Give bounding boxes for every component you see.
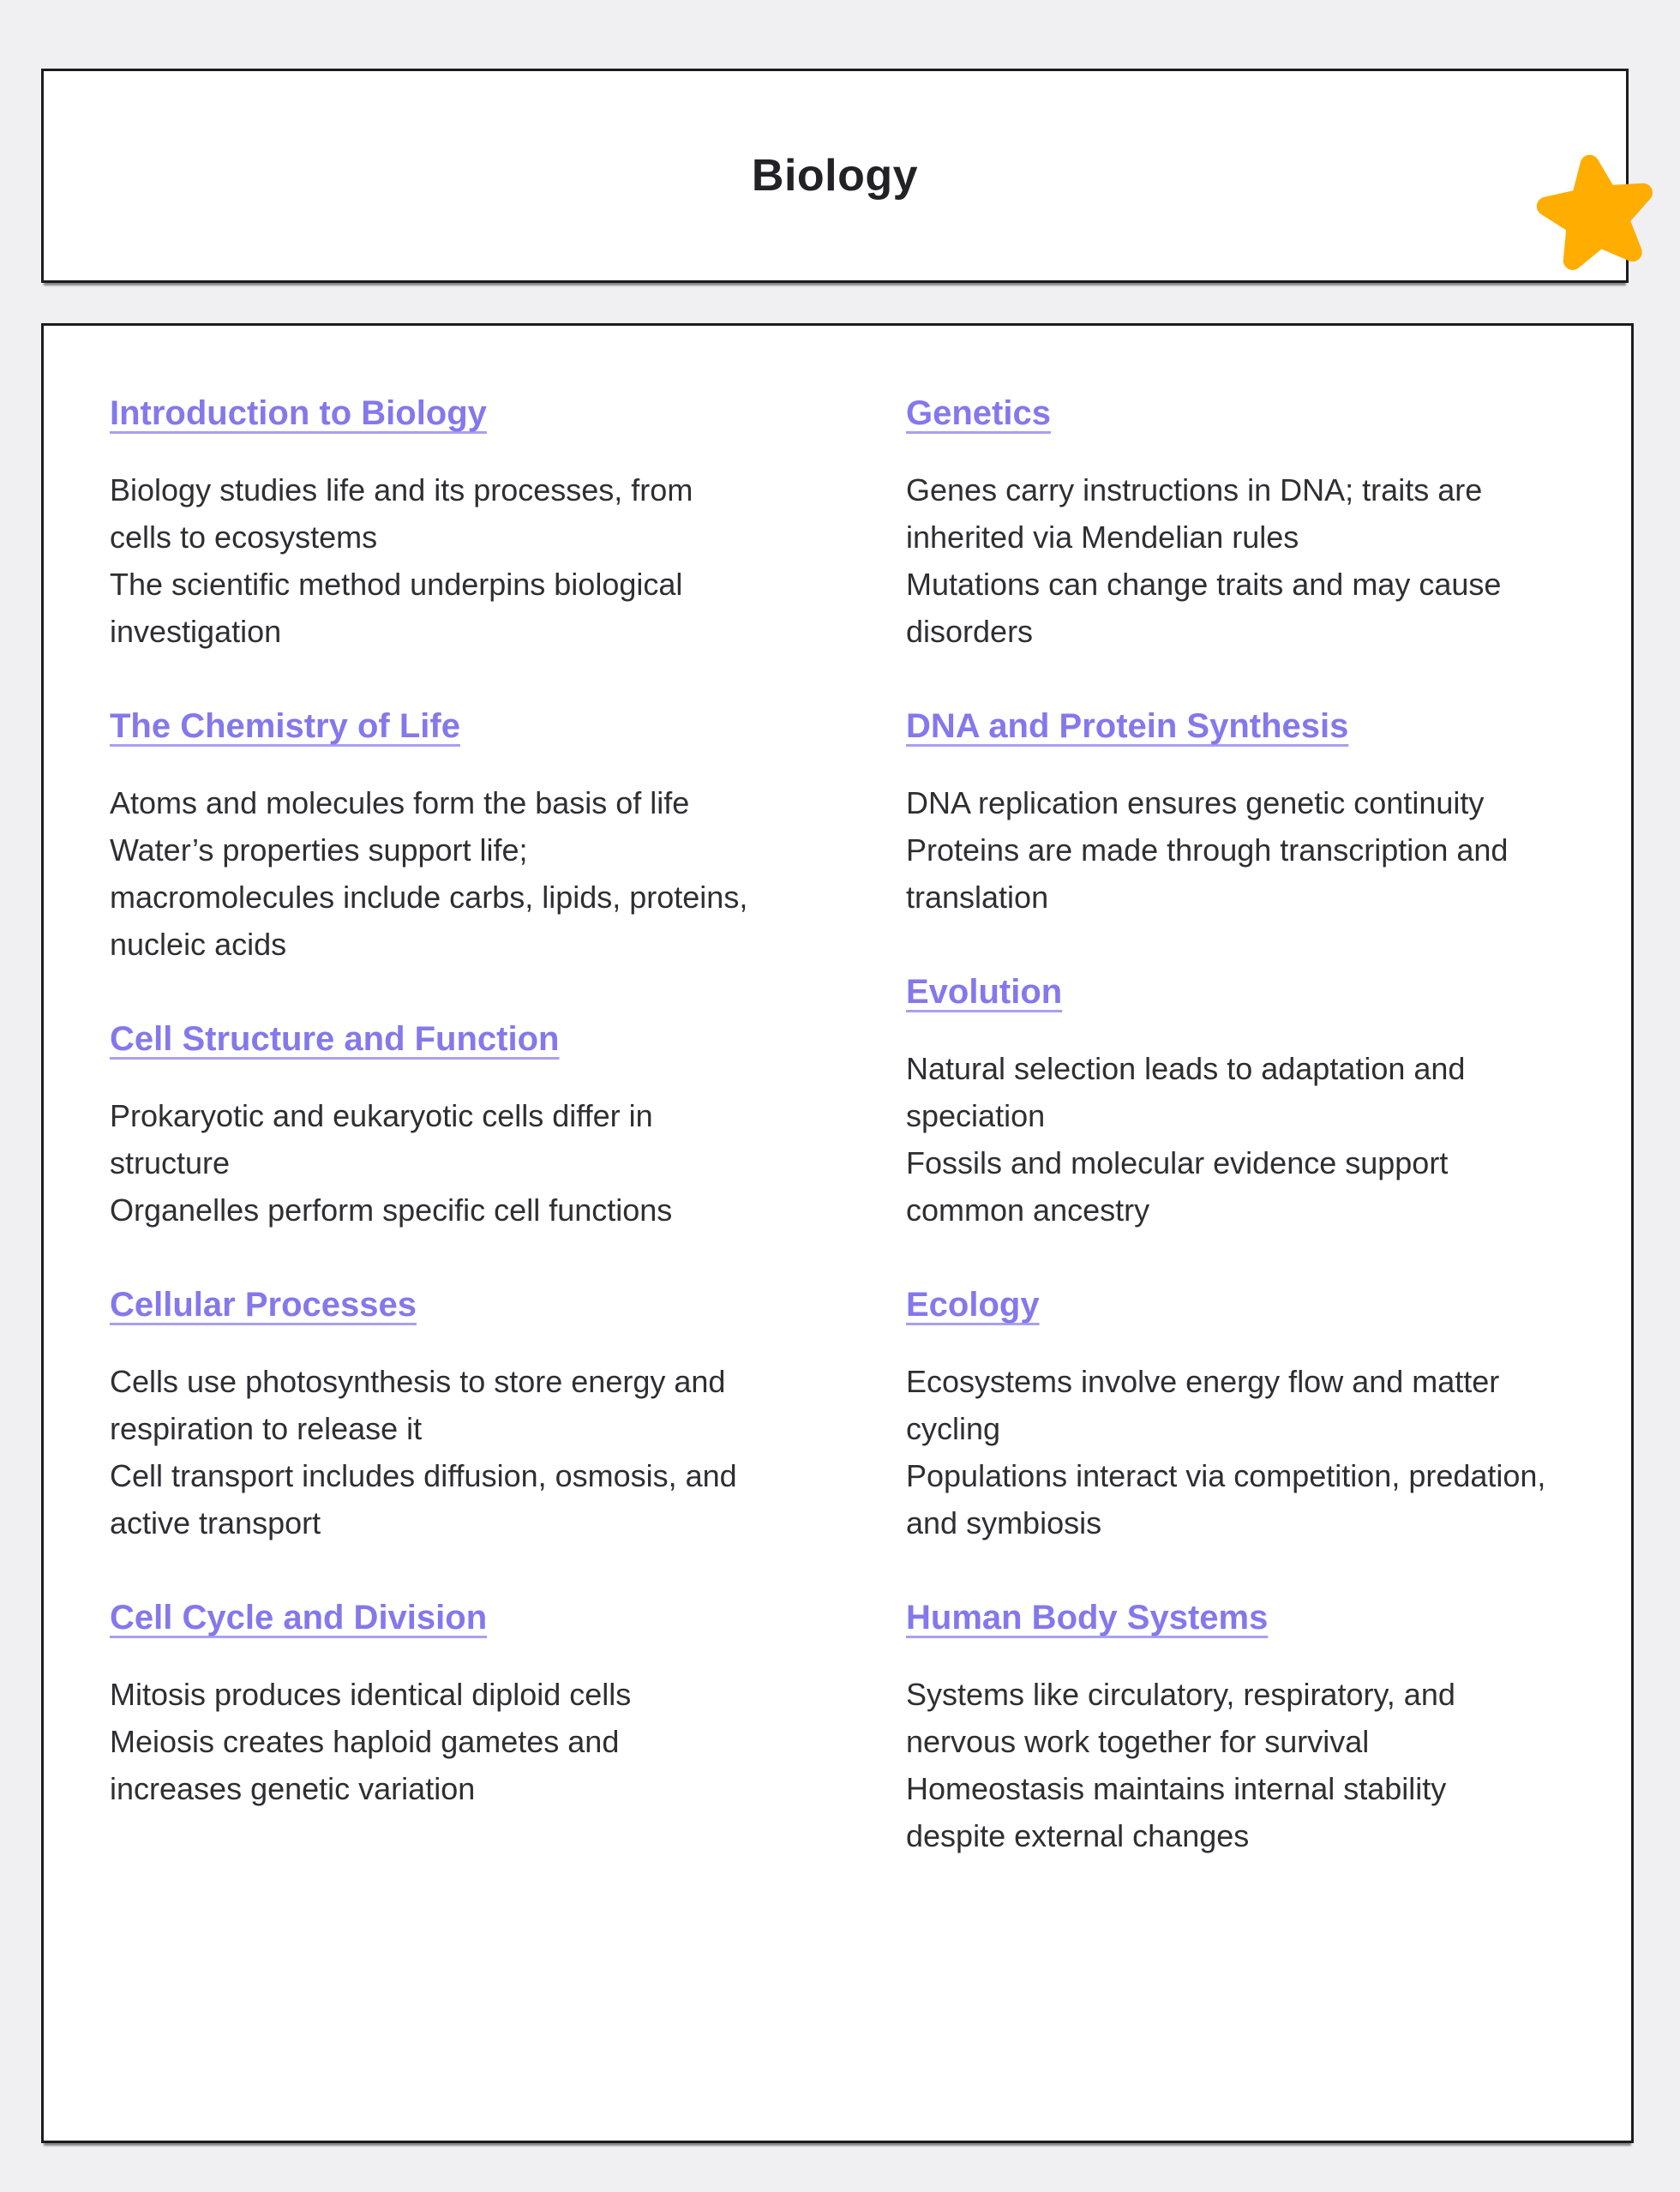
section-point: DNA replication ensures genetic continuity [906, 785, 1485, 820]
section-point: Biology studies life and its processes, from cells to ecosystems [110, 472, 693, 555]
section-genetics [906, 390, 1565, 655]
section-heading-link[interactable]: Cellular Processes [110, 1286, 417, 1324]
section-point: Natural selection leads to adaptation and speciation [906, 1051, 1466, 1133]
star-icon [1524, 142, 1669, 287]
section-heading-link[interactable]: Human Body Systems [906, 1599, 1269, 1636]
section-heading-link[interactable]: Genetics [906, 394, 1051, 432]
section-heading-link[interactable]: Evolution [906, 973, 1063, 1011]
section-cellular-processes [110, 1282, 769, 1546]
content-card [41, 323, 1634, 2143]
section-the-chemistry-of-life [110, 703, 769, 968]
section-point: Atoms and molecules form the basis of life [110, 785, 690, 820]
section-dna-and-protein-synthesis [906, 703, 1565, 921]
right-column [906, 390, 1565, 1907]
section-point: Prokaryotic and eukaryotic cells differ in structure [110, 1098, 653, 1180]
section-point: Mitosis produces identical diploid cells [110, 1677, 632, 1712]
section-point: Populations interact via competition, predation, and symbiosis [906, 1458, 1546, 1540]
section-point: Systems like circulatory, respiratory, and nervous work together for survival [906, 1677, 1455, 1759]
section-heading-link[interactable]: Cell Structure and Function [110, 1020, 560, 1058]
section-point: Fossils and molecular evidence support common ancestry [906, 1145, 1449, 1228]
section-heading-link[interactable]: The Chemistry of Life [110, 707, 460, 745]
section-point: Genes carry instructions in DNA; traits are inherited via Mendelian rules [906, 472, 1483, 555]
section-ecology [906, 1282, 1565, 1546]
page-title: Biology [751, 151, 919, 201]
section-heading-link[interactable]: Ecology [906, 1286, 1040, 1324]
section-heading-link[interactable]: Introduction to Biology [110, 394, 487, 432]
section-point: The scientific method underpins biological investigation [110, 567, 683, 649]
section-point: Meiosis creates haploid gametes and increases genetic variation [110, 1724, 620, 1806]
section-human-body-systems [906, 1594, 1565, 1859]
left-column [110, 390, 769, 1907]
section-cell-cycle-and-division [110, 1594, 769, 1812]
star-icon-svg [1524, 142, 1669, 287]
section-evolution [906, 969, 1565, 1234]
section-point: Cell transport includes diffusion, osmosis, and active transport [110, 1458, 737, 1540]
section-cell-structure-and-function [110, 1016, 769, 1234]
section-point: Homeostasis maintains internal stability despite external changes [906, 1771, 1447, 1853]
section-introduction-to-biology [110, 390, 769, 655]
section-point: Proteins are made through transcription and translation [906, 832, 1509, 915]
section-heading-link[interactable]: Cell Cycle and Division [110, 1599, 488, 1636]
section-point: Mutations can change traits and may cause disorders [906, 567, 1502, 649]
section-point: Water’s properties support life; macromolecules include carbs, lipids, proteins, nucleic acids [110, 832, 748, 962]
section-point: Cells use photosynthesis to store energy and respiration to release it [110, 1364, 726, 1446]
section-point: Ecosystems involve energy flow and matter cycling [906, 1364, 1500, 1446]
section-heading-link[interactable]: DNA and Protein Synthesis [906, 707, 1349, 745]
section-point: Organelles perform specific cell functions [110, 1192, 673, 1228]
title-card [41, 69, 1629, 283]
